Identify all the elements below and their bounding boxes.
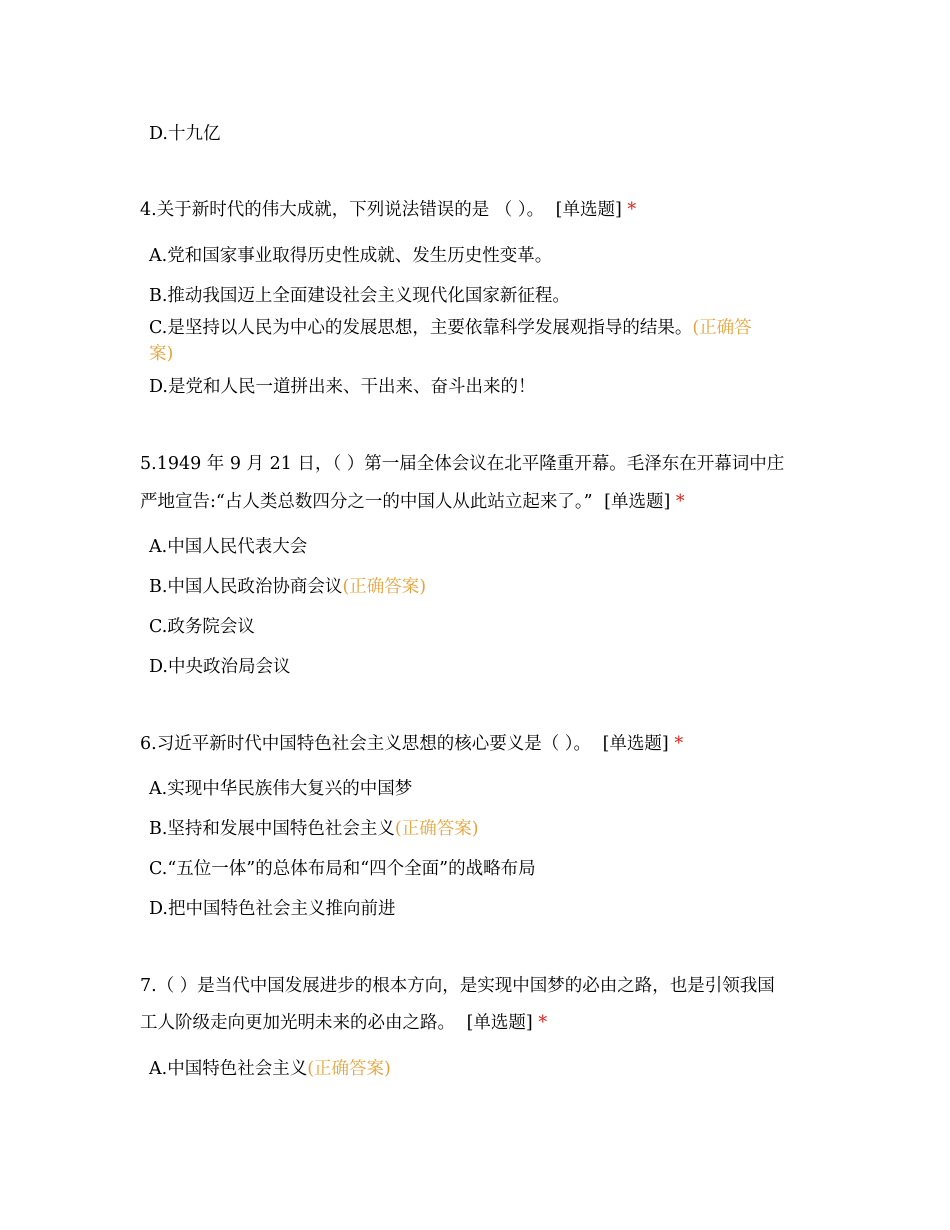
correct-answer-tag: 案) <box>149 344 174 364</box>
question-6-option-c <box>149 859 799 880</box>
required-mark: * <box>538 1013 548 1033</box>
question-5-option-a <box>149 537 799 558</box>
question-7-option-a <box>149 1059 799 1080</box>
option-text: D.是党和人民一道拼出来、干出来、奋斗出来的！ <box>149 377 536 397</box>
question-5-option-b <box>149 577 799 598</box>
question-5-stem-line-2 <box>140 492 820 513</box>
option-text: D.把中国特色社会主义推向前进 <box>149 899 396 919</box>
question-6-option-d <box>149 899 799 920</box>
option-text: A.中国特色社会主义 <box>149 1059 308 1079</box>
option-text: C.政务院会议 <box>149 617 255 637</box>
correct-answer-tag: (正确答案) <box>342 577 427 597</box>
option-text: A.实现中华民族伟大复兴的中国梦 <box>149 779 413 799</box>
required-mark: * <box>674 734 684 754</box>
question-type-tag: [单选题] <box>555 200 622 220</box>
option-text: B.坚持和发展中国特色社会主义 <box>149 819 395 839</box>
question-4-option-a <box>149 246 799 267</box>
question-type-tag: [单选题] <box>466 1013 533 1033</box>
question-6-option-b <box>149 819 799 840</box>
option-text: D.中央政治局会议 <box>149 657 291 677</box>
question-7-stem-line-1 <box>140 976 820 997</box>
question-stem-text: 7.（ ）是当代中国发展进步的根本方向，是实现中国梦的必由之路，也是引领我国 <box>140 976 775 996</box>
option-text: C.是坚持以人民为中心的发展思想，主要依靠科学发展观指导的结果。 <box>149 318 693 338</box>
question-4-option-c <box>149 318 799 339</box>
option-text: D.十九亿 <box>149 124 221 144</box>
correct-answer-tag: (正确答案) <box>394 819 479 839</box>
option-text: B.中国人民政治协商会议 <box>149 577 343 597</box>
question-type-tag: [单选题] <box>604 492 671 512</box>
question-7-stem-line-2 <box>140 1013 820 1034</box>
question-4-option-c-continued <box>149 344 799 365</box>
question-stem-text: 工人阶级走向更加光明未来的必由之路。 <box>140 1013 455 1033</box>
question-stem-text: 严地宣告:“占人类总数四分之一的中国人从此站立起来了。” <box>140 492 593 512</box>
question-6-option-a <box>149 779 799 800</box>
question-stem-text: 6.习近平新时代中国特色社会主义思想的核心要义是（ ）。 <box>140 734 592 754</box>
question-type-tag: [单选题] <box>602 734 669 754</box>
correct-answer-tag: (正确答 <box>692 318 752 338</box>
correct-answer-tag: (正确答案) <box>307 1059 391 1079</box>
question-5-option-c <box>149 617 799 638</box>
option-previous-d <box>149 124 799 145</box>
question-5-stem-line-1 <box>140 454 820 475</box>
option-text: A.党和国家事业取得历史性成就、发生历史性变革。 <box>149 246 553 266</box>
option-text: B.推动我国迈上全面建设社会主义现代化国家新征程。 <box>149 286 570 306</box>
required-mark: * <box>675 492 685 512</box>
question-stem-text: 5.1949 年 9 月 21 日，（ ）第一届全体会议在北平隆重开幕。毛泽东在开幕词中庄 <box>140 454 785 474</box>
required-mark: * <box>627 200 637 220</box>
question-4-option-b <box>149 286 799 307</box>
question-4-option-d <box>149 377 799 398</box>
option-text: C.“五位一体”的总体布局和“四个全面”的战略布局 <box>149 859 536 879</box>
question-stem-text: 4.关于新时代的伟大成就，下列说法错误的是 （ ）。 <box>140 200 545 220</box>
question-5-option-d <box>149 657 799 678</box>
question-4-stem <box>140 200 820 221</box>
option-text: A.中国人民代表大会 <box>149 537 308 557</box>
question-6-stem <box>140 734 820 755</box>
